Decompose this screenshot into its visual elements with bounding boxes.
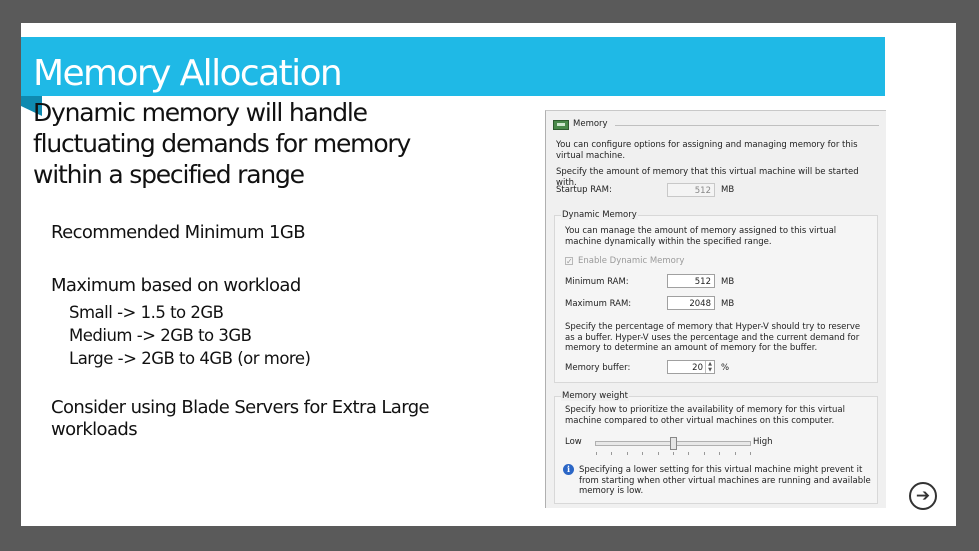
memory-section-header (553, 119, 879, 131)
memory-weight-group (554, 391, 878, 504)
bullet-blade-line1: Consider using Blade Servers for Extra Large (51, 397, 430, 418)
buffer-description: Specify the percentage of memory that Hyper-V should try to reserve as a buffer. Hyper-V uses the percentage and the current demand for memory to determine an amount of memory for the buffer. (565, 322, 861, 353)
weight-low-label: Low (565, 437, 582, 447)
startup-ram-label: Startup RAM: (556, 185, 612, 195)
next-slide-button[interactable] (909, 482, 937, 510)
memory-weight-group-title: Memory weight (562, 391, 628, 401)
memory-weight-info-text: Specifying a lower setting for this virtual machine might prevent it from starting when other virtual machines are running and available memory is low. (579, 465, 871, 496)
sub-bullet-large: Large -> 2GB to 4GB (or more) (69, 349, 311, 368)
slide (21, 23, 956, 526)
info-icon: i (563, 464, 574, 475)
slider-tick (750, 452, 751, 455)
minimum-ram-unit: MB (721, 277, 735, 287)
slider-tick (704, 452, 705, 455)
dynamic-memory-group-title: Dynamic Memory (562, 210, 637, 220)
arrow-right-circle-icon: ➔ (915, 486, 931, 506)
sub-bullet-small: Small -> 1.5 to 2GB (69, 303, 224, 322)
enable-dynamic-memory-checkbox[interactable]: ✓ (566, 257, 573, 266)
slide-title: Memory Allocation (33, 53, 342, 94)
memory-header-label: Memory (573, 119, 608, 129)
slider-tick (673, 452, 674, 455)
memory-chip-icon (553, 120, 569, 130)
slider-tick (719, 452, 720, 455)
slider-tick (627, 452, 628, 455)
weight-high-label: High (753, 437, 773, 447)
memory-intro-text: You can configure options for assigning and managing memory for this virtual machine. (556, 140, 858, 161)
startup-ram-unit: MB (721, 185, 735, 195)
slider-thumb[interactable] (670, 437, 677, 450)
minimum-ram-label: Minimum RAM: (565, 277, 629, 287)
slider-tick (611, 452, 612, 455)
minimum-ram-input[interactable]: 512 (667, 274, 715, 288)
enable-dynamic-memory-label: Enable Dynamic Memory (578, 256, 685, 266)
memory-weight-description: Specify how to prioritize the availability of memory for this virtual machine compared to other virtual machines on this computer. (565, 405, 845, 426)
spinner-arrows-icon[interactable]: ▲ ▼ (705, 361, 714, 373)
memory-buffer-label: Memory buffer: (565, 363, 631, 373)
memory-buffer-unit: % (721, 363, 730, 373)
slider-tick (642, 452, 643, 455)
startup-description: Specify the amount of memory that this virtual machine will be started with. (556, 167, 859, 188)
slider-tick (658, 452, 659, 455)
memory-buffer-input[interactable] (667, 360, 715, 374)
maximum-ram-unit: MB (721, 299, 735, 309)
sub-bullet-medium: Medium -> 2GB to 3GB (69, 326, 252, 345)
slide-heading: Dynamic memory will handle fluctuating demands for memory within a specified range (33, 98, 411, 189)
memory-settings-dialog (545, 110, 886, 508)
slider-tick (735, 452, 736, 455)
memory-buffer-value: 20 (692, 363, 703, 373)
startup-ram-input[interactable]: 512 (667, 183, 715, 197)
maximum-ram-label: Maximum RAM: (565, 299, 632, 309)
bullet-maximum: Maximum based on workload (51, 275, 301, 296)
dynamic-memory-description: You can manage the amount of memory assigned to this virtual machine dynamically within the specified range. (565, 226, 837, 247)
dynamic-memory-group (554, 210, 878, 383)
slider-tick (596, 452, 597, 455)
bullet-blade-line2: workloads (51, 419, 138, 440)
title-bar (21, 37, 885, 96)
memory-weight-slider[interactable] (595, 441, 751, 446)
bullet-recommended: Recommended Minimum 1GB (51, 222, 305, 243)
slider-tick (688, 452, 689, 455)
maximum-ram-input[interactable]: 2048 (667, 296, 715, 310)
header-divider (615, 125, 879, 126)
